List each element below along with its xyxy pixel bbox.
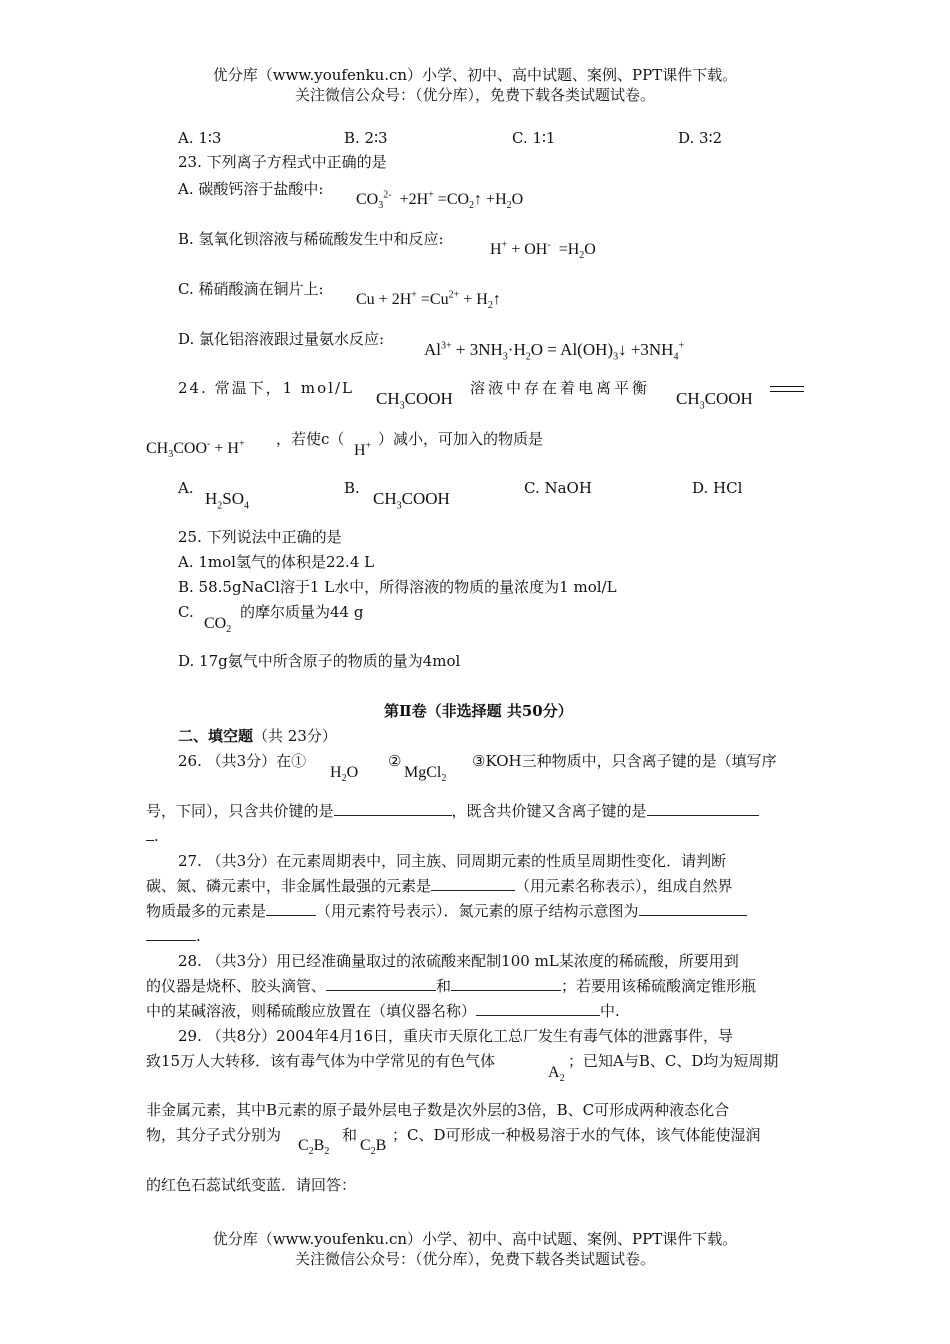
q26-blank-3-cont[interactable] bbox=[146, 826, 154, 841]
q28-line-3 bbox=[146, 1001, 620, 1021]
q27-text-4: . bbox=[196, 927, 201, 945]
q28-blank-1[interactable] bbox=[326, 976, 436, 991]
q26-formula-mgcl2: MgCl$_2$ bbox=[404, 764, 447, 785]
q27-text-2a: 碳、氮、磷元素中，非金属性最强的元素是 bbox=[146, 877, 432, 895]
q26-line-3 bbox=[146, 826, 159, 846]
q28-line-1: 28. （共3分）用已经准确量取过的浓硫酸来配制100 mL某浓度的稀硫酸，所要用到 bbox=[178, 952, 739, 970]
q26-text-5: ，既含共价键又含离子键的是 bbox=[451, 802, 647, 820]
q24-option-a: A. bbox=[178, 479, 194, 497]
header-line-1: 优分库（www.youfenku.cn）小学、初中、高中试题、案例、PPT课件下载。 bbox=[212, 66, 738, 84]
q24-formula-h2so4: $H_2SO_4$ bbox=[205, 489, 250, 512]
q27-line-4 bbox=[146, 926, 201, 946]
q23-option-d: D. 氯化铝溶液跟过量氨水反应: bbox=[178, 330, 385, 348]
q26-text-2: ② bbox=[388, 752, 402, 770]
q28-blank-2[interactable] bbox=[451, 976, 561, 991]
equilibrium-arrow-icon bbox=[770, 378, 804, 398]
q28-text-3b: 中. bbox=[600, 1002, 620, 1020]
q22-option-d: D. 3∶2 bbox=[678, 129, 723, 147]
q25-option-d: D. 17g氨气中所含原子的物质的量为4mol bbox=[178, 652, 461, 670]
section-fill-blank bbox=[178, 726, 337, 746]
q24-formula-h-ion: H+ bbox=[354, 440, 372, 459]
q24-formula-ions: $CH_3COO^- + H^+$ bbox=[146, 438, 245, 461]
q29-line-5: 的红色石蕊试纸变蓝．请回答： bbox=[146, 1176, 357, 1194]
q26-text-1: 26. （共3分）在① bbox=[178, 752, 307, 770]
q26-line-2 bbox=[146, 801, 759, 821]
q24-stem-4: ）减小，可加入的物质是 bbox=[378, 430, 544, 448]
q29-formula-c2b2: $C_2B_2$ bbox=[298, 1137, 330, 1158]
q22-option-a: A. 1∶3 bbox=[178, 129, 222, 147]
q27-text-2b: （用元素名称表示），组成自然界 bbox=[515, 877, 733, 895]
q29-line-2b: ；已知A与B、C、D均为短周期 bbox=[568, 1052, 779, 1070]
q23-equation-b: $H^+ + OH^- =H_2O$ bbox=[490, 239, 596, 262]
q27-blank-3-cont[interactable] bbox=[146, 926, 196, 941]
q23-stem: 23. 下列离子方程式中正确的是 bbox=[178, 153, 387, 171]
q24-stem-1: 24. 常温下，1 mol/L bbox=[178, 379, 355, 397]
q29-line-3: 非金属元素，其中B元素的原子最外层电子数是次外层的3倍，B、C可形成两种液态化合 bbox=[146, 1101, 730, 1119]
q28-text-3a: 中的某碱溶液，则稀硫酸应放置在（填仪器名称） bbox=[146, 1002, 477, 1020]
q24-option-b: B. bbox=[344, 479, 360, 497]
q27-text-3a: 物质最多的元素是 bbox=[146, 902, 267, 920]
q25-option-a: A. 1mol氢气的体积是22.4 L bbox=[178, 553, 375, 571]
q26-blank-2[interactable] bbox=[334, 801, 452, 816]
q24-stem-3: ，若使c（ bbox=[276, 430, 345, 448]
q25-option-b: B. 58.5gNaCl溶于1 L水中，所得溶液的物质的量浓度为1 mol/L bbox=[178, 578, 617, 596]
q27-blank-3[interactable] bbox=[639, 901, 747, 916]
q27-line-3 bbox=[146, 901, 747, 921]
q26-text-6: . bbox=[154, 827, 159, 845]
q24-formula-ch3cooh-1: $CH_3COOH$ bbox=[376, 389, 453, 412]
q24-option-d: D. HCl bbox=[692, 479, 743, 497]
q26-text-4: 号，下同），只含共价键的是 bbox=[146, 802, 334, 820]
q29-line-2a: 致15万人大转移．该有毒气体为中学常见的有色气体 bbox=[146, 1052, 496, 1070]
q27-blank-2[interactable] bbox=[266, 901, 316, 916]
q23-equation-d: $Al^{3+} + 3NH_3\cdot H_2O$ = $Al(OH)_3↓ +3NH_4^+$ bbox=[424, 340, 685, 363]
q27-line-1: 27. （共3分）在元素周期表中，同主族、同周期元素的性质呈周期性变化．请判断 bbox=[178, 852, 727, 870]
q29-line-4a: 物，其分子式分别为 bbox=[146, 1126, 282, 1144]
q25-option-c-label: C. bbox=[178, 603, 194, 621]
q23-option-a: A. 碳酸钙溶于盐酸中: bbox=[178, 180, 324, 198]
q27-text-3b: （用元素符号表示）．氮元素的原子结构示意图为 bbox=[316, 902, 639, 920]
q28-blank-3[interactable] bbox=[476, 1001, 600, 1016]
q23-equation-a: $CO_3^{2-} +2H^+$ $=CO_2↑ +H_2O$ bbox=[356, 189, 524, 212]
q29-formula-a2: $A_2$ bbox=[548, 1064, 565, 1085]
q28-text-2a: 的仪器是烧杯、胶头滴管、 bbox=[146, 977, 327, 995]
q23-equation-c: $Cu + 2H^+ =Cu^{2+}$ + $H_2↑$ bbox=[356, 289, 501, 312]
q24-formula-ch3cooh-2: $CH_3COOH$ bbox=[676, 389, 753, 412]
q29-line-4b: 和 bbox=[342, 1126, 358, 1144]
q28-line-2 bbox=[146, 976, 756, 996]
q24-option-c: C. NaOH bbox=[524, 479, 592, 497]
q22-option-b: B. 2∶3 bbox=[344, 129, 388, 147]
q28-text-2b: 和 bbox=[436, 977, 452, 995]
q22-option-c: C. 1∶1 bbox=[512, 129, 556, 147]
section-score: （共 23分） bbox=[253, 727, 337, 745]
q28-text-2c: ；若要用该稀硫酸滴定锥形瓶 bbox=[561, 977, 757, 995]
footer-line-1: 优分库（www.youfenku.cn）小学、初中、高中试题、案例、PPT课件下载。 bbox=[212, 1230, 738, 1248]
q26-formula-h2o: $H_2O$ bbox=[330, 764, 359, 785]
q24-formula-ch3cooh-b: $CH_3COOH$ bbox=[373, 489, 450, 512]
q25-formula-co2: $CO_2$ bbox=[204, 615, 232, 636]
q29-line-4c: ；C、D可形成一种极易溶于水的气体，该气体能使湿润 bbox=[392, 1126, 761, 1144]
q29-formula-c2b: $C_2B$ bbox=[360, 1137, 387, 1158]
section-title: 二、填空题 bbox=[178, 727, 254, 745]
q25-option-c-text: 的摩尔质量为44 g bbox=[240, 603, 364, 621]
q23-option-b: B. 氢氧化钡溶液与稀硫酸发生中和反应: bbox=[178, 230, 444, 248]
q29-line-1: 29. （共8分）2004年4月16日，重庆市天原化工总厂发生有毒气体的泄露事件，导 bbox=[178, 1027, 733, 1045]
q27-blank-1[interactable] bbox=[431, 876, 515, 891]
header-line-2: 关注微信公众号：（优分库），免费下载各类试题试卷。 bbox=[294, 86, 655, 104]
q23-option-c: C. 稀硝酸滴在铜片上: bbox=[178, 280, 324, 298]
q26-text-3: ③KOH三种物质中，只含离子键的是（填写序 bbox=[472, 752, 777, 770]
q26-blank-3[interactable] bbox=[647, 801, 759, 816]
q25-stem: 25. 下列说法中正确的是 bbox=[178, 528, 342, 546]
part2-title: 第Ⅱ卷（非选择题 共50分） bbox=[384, 702, 573, 720]
q27-line-2 bbox=[146, 876, 733, 896]
q24-stem-2: 溶液中存在着电离平衡 bbox=[470, 379, 651, 397]
footer-line-2: 关注微信公众号：（优分库），免费下载各类试题试卷。 bbox=[294, 1250, 655, 1268]
